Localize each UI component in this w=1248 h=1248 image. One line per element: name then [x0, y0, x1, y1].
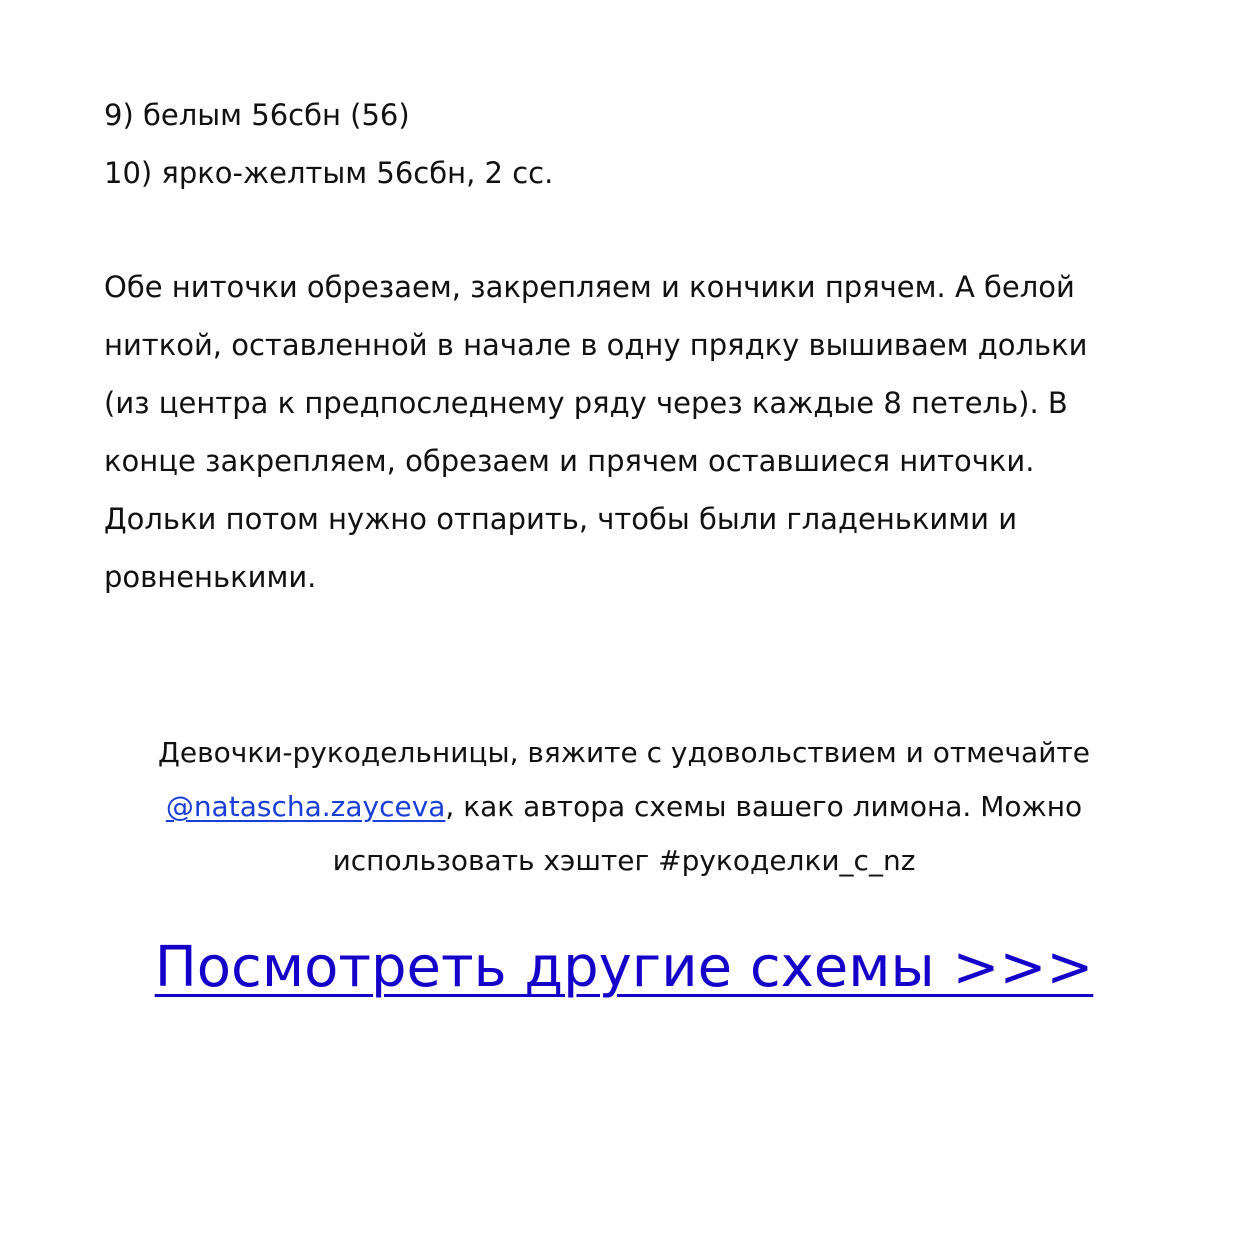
cta-container: [0, 928, 1248, 1008]
outro-line-2-text: , как автора схемы вашего лимона. Можно: [445, 790, 1083, 823]
outro-line-1: Девочки-рукодельницы, вяжите с удовольствием и отмечайте: [158, 736, 1090, 769]
pattern-rows: [104, 86, 1144, 202]
paragraph-line: (из центра к предпоследнему ряду через каждые 8 петель). В: [104, 386, 1068, 420]
outro-message: [64, 726, 1184, 888]
pattern-row-9: 9) белым 56сбн (56): [104, 98, 410, 132]
outro-line-3: использовать хэштег #рукоделки_с_nz: [332, 844, 916, 877]
outro-line-2: [64, 780, 1184, 834]
author-handle-link[interactable]: @natascha.zayceva: [165, 790, 446, 823]
paragraph-line: ниткой, оставленной в начале в одну прядку вышиваем дольки: [104, 328, 1088, 362]
instructions-paragraph: [104, 258, 1144, 606]
more-patterns-link[interactable]: Посмотреть другие схемы >>>: [154, 935, 1094, 1000]
pattern-row-10: 10) ярко-желтым 56сбн, 2 сс.: [104, 156, 554, 190]
paragraph-line: ровненькими.: [104, 560, 317, 594]
paragraph-line: Обе ниточки обрезаем, закрепляем и кончики прячем. А белой: [104, 270, 1075, 304]
paragraph-line: Дольки потом нужно отпарить, чтобы были гладенькими и: [104, 502, 1018, 536]
paragraph-line: конце закрепляем, обрезаем и прячем оставшиеся ниточки.: [104, 444, 1035, 478]
